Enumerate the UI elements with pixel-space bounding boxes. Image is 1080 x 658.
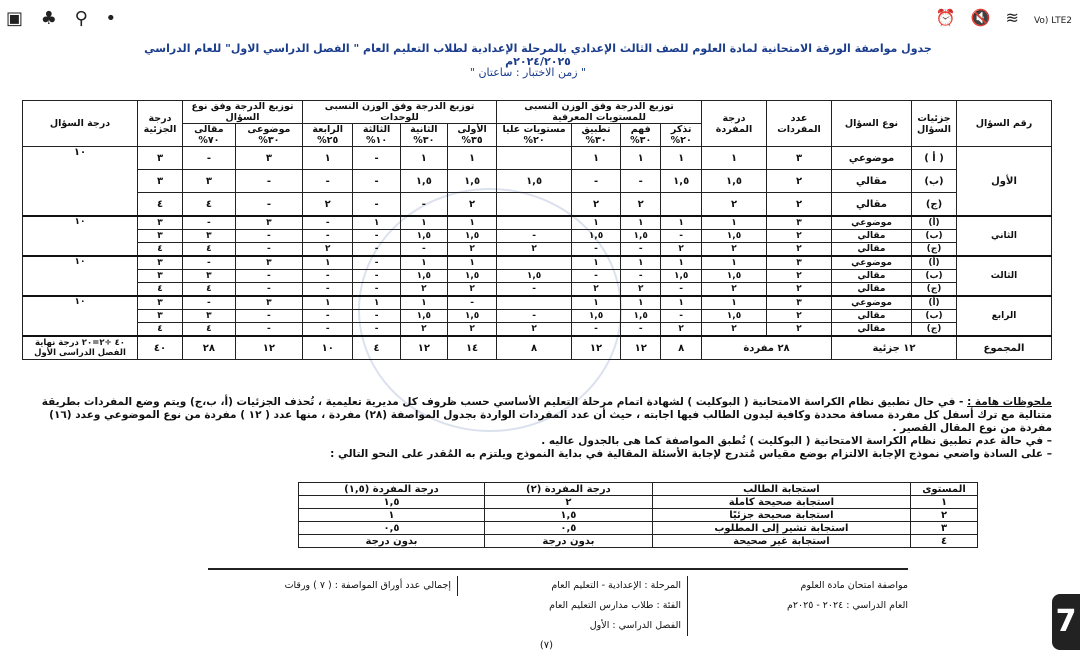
table-cell: ٢ xyxy=(302,243,352,257)
table-cell: - xyxy=(661,283,702,297)
table-cell: - xyxy=(661,230,702,243)
table-cell: ٢ xyxy=(400,323,447,337)
table-cell: ٤ xyxy=(183,323,236,337)
total-cell-u4: ١٠ xyxy=(302,336,352,360)
table-cell: ٢ xyxy=(497,323,572,337)
header-question-no: رقم السؤال xyxy=(957,101,1052,147)
table-cell: ١,٥ xyxy=(702,270,767,283)
table-cell: ١,٥ xyxy=(702,310,767,323)
table-cell: ١ xyxy=(353,296,400,310)
question-mark-cell: ١٠ xyxy=(23,256,138,296)
header-item-mark: درجة المفردة xyxy=(702,101,767,147)
bag-icon: ♣ xyxy=(40,8,57,29)
table-cell: ٣ xyxy=(138,170,183,193)
total-cell-u2: ١٢ xyxy=(400,336,447,360)
table-cell: - xyxy=(235,270,302,283)
table-cell: ٢ xyxy=(767,310,832,323)
rubric-cell: بدون درجة xyxy=(484,535,652,548)
rubric-cell: ٢ xyxy=(911,509,978,522)
table-cell: - xyxy=(183,256,236,270)
table-row xyxy=(23,230,1052,243)
table-cell: (ج) xyxy=(912,323,957,337)
footer-term: الفصل الدراسي : الأول xyxy=(589,620,681,631)
rubric-cell: ٣ xyxy=(911,522,978,535)
table-cell: - xyxy=(235,283,302,297)
table-row xyxy=(23,323,1052,337)
rubric-row xyxy=(299,522,978,535)
table-cell xyxy=(497,256,572,270)
table-cell: ١ xyxy=(572,256,621,270)
table-cell: مقالي xyxy=(832,193,912,217)
rubric-cell: ١ xyxy=(299,509,485,522)
rubric-cell: بدون درجة xyxy=(299,535,485,548)
table-cell: - xyxy=(400,243,447,257)
table-cell: مقالي xyxy=(832,310,912,323)
usb-icon: ⚲ xyxy=(74,8,88,29)
table-cell xyxy=(497,216,572,230)
total-cell-parts: ١٢ جزئية xyxy=(832,336,957,360)
footer-sheets: إجمالي عدد أوراق المواصفة : ( ٧ ) ورقات xyxy=(284,580,451,591)
table-cell: - xyxy=(302,216,352,230)
note-1: في حال تطبيق نظام الكراسة الامتحانية ( البوكليت ) لشهادة اتمام مرحلة التعليم الأساسي حسب ظروف كل مديرية تعليمية ، تُحذف الجزئيات (أ، ب،ج) ويتم وضع المفردات بطريقة متتالية مع ترك أسفل كل مفردة مسافة محددة وكافية ليدون الطالب فيها اجابته ، حيث أن عدد المفردات الواردة بجدول المواصفة (٢٨) مفردة ، منها عدد ( ١٢ ) مفردة من نوع الموضوعي وعدد (١٦) مفردة من نوع المقال القصير . xyxy=(41,396,1052,434)
table-cell: (ب) xyxy=(912,170,957,193)
table-cell: ٢ xyxy=(767,283,832,297)
image-icon: ▣ xyxy=(6,8,24,29)
table-cell: ١,٥ xyxy=(447,230,496,243)
table-cell: ٢ xyxy=(497,243,572,257)
table-cell: (ب) xyxy=(912,230,957,243)
rubric-row xyxy=(299,496,978,509)
table-cell: ٣ xyxy=(767,147,832,170)
note-3: على السادة واضعي نموذج الإجابة الالتزام بوضع مقياس مُتدرج لإجابة الأسئلة المقالية في بداية النموذج ويلتزم به المُقدر على النحو التالي : xyxy=(330,448,1044,460)
table-cell: ٢ xyxy=(702,243,767,257)
table-cell: ١,٥ xyxy=(572,230,621,243)
table-cell: ١ xyxy=(572,216,621,230)
footer-stage: المرحلة : الإعدادية - التعليم العام xyxy=(551,580,681,591)
rubric-header-response: استجابة الطالب xyxy=(652,483,910,496)
table-row xyxy=(23,147,1052,170)
table-cell: ١,٥ xyxy=(497,170,572,193)
table-cell: ٣ xyxy=(235,256,302,270)
table-cell: ١,٥ xyxy=(621,230,661,243)
rubric-row xyxy=(299,509,978,522)
table-cell: ١,٥ xyxy=(661,270,702,283)
status-left xyxy=(6,8,128,29)
rubric-header-level: المستوى xyxy=(911,483,978,496)
question-name-cell: الثاني xyxy=(957,216,1052,256)
table-cell: مقالي xyxy=(832,243,912,257)
table-cell: (أ) xyxy=(912,216,957,230)
question-mark-cell: ١٠ xyxy=(23,216,138,256)
table-row xyxy=(23,216,1052,230)
header-recall: تذكر ٢٠% xyxy=(661,124,702,147)
table-cell: (أ) xyxy=(912,296,957,310)
total-cell-final: ٤٠ ÷٢=٢٠ درجة نهاية الفصل الدراسى الأول xyxy=(23,336,138,360)
table-cell: ١,٥ xyxy=(497,270,572,283)
document-footer xyxy=(208,568,908,650)
table-cell: - xyxy=(661,310,702,323)
total-cell-c1: ٨ xyxy=(661,336,702,360)
table-cell: ٢ xyxy=(767,193,832,217)
table-cell: ٢ xyxy=(767,270,832,283)
table-cell: ١,٥ xyxy=(661,170,702,193)
table-cell: - xyxy=(572,170,621,193)
table-cell: - xyxy=(572,270,621,283)
table-cell: - xyxy=(302,283,352,297)
table-cell: - xyxy=(353,243,400,257)
total-cell-obj: ١٢ xyxy=(235,336,302,360)
table-cell: - xyxy=(302,310,352,323)
total-cell-label: المجموع xyxy=(957,336,1052,360)
table-row xyxy=(23,283,1052,297)
table-cell xyxy=(497,147,572,170)
table-cell: ٢ xyxy=(447,243,496,257)
wifi-icon: ≋ xyxy=(1005,8,1019,27)
table-cell: ٢ xyxy=(702,323,767,337)
table-cell: ٢ xyxy=(767,323,832,337)
table-cell: ٢ xyxy=(302,193,352,217)
table-cell: ١,٥ xyxy=(702,230,767,243)
table-cell: - xyxy=(353,310,400,323)
note-2: في حالة عدم تطبيق نظام الكراسة الامتحانية ( البوكليت ) تُطبق المواصفة كما هى بالجدول عاليه . xyxy=(541,435,1044,447)
network-label: Vo) LTE2 xyxy=(1033,16,1072,26)
header-unit3: الثالثة ١٠% xyxy=(353,124,400,147)
footer-col-sheets xyxy=(201,576,458,596)
table-cell: مقالي xyxy=(832,170,912,193)
table-cell: ١ xyxy=(661,147,702,170)
header-objective: موضوعى ٣٠% xyxy=(235,124,302,147)
table-cell: ٣ xyxy=(138,230,183,243)
table-cell xyxy=(497,193,572,217)
table-cell: ٣ xyxy=(138,270,183,283)
table-cell: ١ xyxy=(702,256,767,270)
rubric-cell: ٠,٥ xyxy=(299,522,485,535)
table-cell: ١ xyxy=(572,147,621,170)
table-cell: ٢ xyxy=(572,283,621,297)
table-cell: ١ xyxy=(400,256,447,270)
table-cell: - xyxy=(235,193,302,217)
table-cell: - xyxy=(235,310,302,323)
spec-document xyxy=(18,38,1058,658)
rubric-cell: ٤ xyxy=(911,535,978,548)
table-cell: (ب) xyxy=(912,310,957,323)
total-cell-items: ٢٨ مفردة xyxy=(702,336,832,360)
table-cell: ١ xyxy=(447,256,496,270)
question-name-cell: الثالث xyxy=(957,256,1052,296)
table-cell: ١ xyxy=(400,296,447,310)
rubric-cell: ١,٥ xyxy=(299,496,485,509)
document-title: جدول مواصفة الورقة الامتحانية لمادة العلوم للصف الثالث الإعدادي بالمرحلة الإعدادية لطلاب التعليم العام " الفصل الدراسي الاول" للعام الدراسي ٢٠٢٤/٢٠٢٥م xyxy=(144,42,932,68)
header-q-type: نوع السؤال xyxy=(832,101,912,147)
status-bar xyxy=(0,0,1080,38)
table-cell: ١,٥ xyxy=(400,230,447,243)
page-counter-badge: 7 xyxy=(1052,594,1080,650)
table-cell: ١,٥ xyxy=(400,170,447,193)
rubric-cell: ١ xyxy=(911,496,978,509)
table-cell: - xyxy=(183,296,236,310)
table-cell: مقالي xyxy=(832,283,912,297)
rubric-cell: ١,٥ xyxy=(484,509,652,522)
table-row xyxy=(23,243,1052,257)
table-cell: ١ xyxy=(702,296,767,310)
total-cell-c2: ١٢ xyxy=(621,336,661,360)
table-cell: - xyxy=(447,296,496,310)
header-parts: جزئيات السؤال xyxy=(912,101,957,147)
table-cell: مقالي xyxy=(832,230,912,243)
table-cell: ١ xyxy=(661,296,702,310)
table-cell: ٤ xyxy=(138,323,183,337)
table-row xyxy=(23,256,1052,270)
table-cell: - xyxy=(572,323,621,337)
table-cell: - xyxy=(235,323,302,337)
table-cell: موضوعي xyxy=(832,296,912,310)
table-cell: ٢ xyxy=(702,193,767,217)
header-unit4: الرابعة ٢٥% xyxy=(302,124,352,147)
table-cell: ٢ xyxy=(767,230,832,243)
header-cognitive-group: توزيع الدرجة وفق الوزن النسبى للمستويات المعرفية xyxy=(497,101,702,124)
table-cell: ١,٥ xyxy=(702,170,767,193)
dot-icon: • xyxy=(105,8,117,29)
table-cell: ١,٥ xyxy=(572,310,621,323)
table-cell: (ج) xyxy=(912,243,957,257)
table-cell: ٣ xyxy=(183,170,236,193)
total-cell-c4: ٨ xyxy=(497,336,572,360)
spec-table xyxy=(22,100,1052,360)
table-cell: ٣ xyxy=(138,310,183,323)
rubric-header-mark15: درجة المفردة (١,٥) xyxy=(299,483,485,496)
total-row xyxy=(23,336,1052,360)
table-cell: - xyxy=(353,170,400,193)
table-cell: - xyxy=(353,323,400,337)
rubric-cell: استجابة صحيحة كاملة xyxy=(652,496,910,509)
table-cell: ٢ xyxy=(767,243,832,257)
table-cell: - xyxy=(353,270,400,283)
table-cell: ١ xyxy=(702,216,767,230)
table-cell: موضوعي xyxy=(832,256,912,270)
table-cell: - xyxy=(572,243,621,257)
header-q-mark: درجة السؤال xyxy=(23,101,138,147)
table-cell: - xyxy=(302,323,352,337)
exam-duration: " زمن الاختبار : ساعتان " xyxy=(469,66,587,79)
total-cell-c3: ١٢ xyxy=(572,336,621,360)
header-essay: مقالى ٧٠% xyxy=(183,124,236,147)
header-part-mark: درجة الجزئية xyxy=(138,101,183,147)
table-cell: ١ xyxy=(353,216,400,230)
rubric-cell: استجابة صحيحة جزئيًا xyxy=(652,509,910,522)
table-cell: - xyxy=(353,230,400,243)
table-cell: ٢ xyxy=(621,193,661,217)
table-cell: ١ xyxy=(621,147,661,170)
table-cell: (ب) xyxy=(912,270,957,283)
table-cell: ٣ xyxy=(138,296,183,310)
table-cell: (ج) xyxy=(912,193,957,217)
table-cell: موضوعي xyxy=(832,147,912,170)
table-cell: موضوعي xyxy=(832,216,912,230)
rubric-cell: ٢ xyxy=(484,496,652,509)
table-cell: ١ xyxy=(302,147,352,170)
table-cell: ٤ xyxy=(138,283,183,297)
table-cell: - xyxy=(621,170,661,193)
footer-spec-title: مواصفة امتحان مادة العلوم xyxy=(800,580,908,591)
table-cell: ١ xyxy=(702,147,767,170)
table-cell: ١ xyxy=(447,147,496,170)
table-cell: ٣ xyxy=(138,256,183,270)
table-cell: ٤ xyxy=(138,193,183,217)
table-cell: ١,٥ xyxy=(447,170,496,193)
total-cell-u1: ١٤ xyxy=(447,336,496,360)
total-cell-ess: ٢٨ xyxy=(183,336,236,360)
table-cell: ١,٥ xyxy=(400,310,447,323)
question-mark-cell: ١٠ xyxy=(23,147,138,217)
header-apply: تطبيق ٣٠% xyxy=(572,124,621,147)
rubric-cell: ٠,٥ xyxy=(484,522,652,535)
table-cell: - xyxy=(353,256,400,270)
header-type-group: توزيع الدرجة وفق نوع السؤال xyxy=(183,101,303,124)
table-cell: ٢ xyxy=(621,283,661,297)
footer-category: الفئة : طلاب مدارس التعليم العام xyxy=(549,600,681,611)
table-cell: - xyxy=(400,193,447,217)
rubric-table xyxy=(298,482,978,548)
table-cell: ١,٥ xyxy=(400,270,447,283)
question-mark-cell: ١٠ xyxy=(23,296,138,336)
table-row xyxy=(23,296,1052,310)
rubric-cell: استجابة تشير إلى المطلوب xyxy=(652,522,910,535)
table-cell: (ج) xyxy=(912,283,957,297)
table-cell: ٣ xyxy=(235,216,302,230)
table-cell: ٣ xyxy=(183,270,236,283)
table-cell: ٤ xyxy=(183,243,236,257)
question-name-cell: الأول xyxy=(957,147,1052,217)
table-cell: ٣ xyxy=(235,147,302,170)
table-cell: ( أ ) xyxy=(912,147,957,170)
notes-section: ملحوظات هامة : - في حال تطبيق نظام الكراسة الامتحانية ( البوكليت ) لشهادة اتمام مرحلة التعليم الأساسي حسب ظروف كل مديرية تعليمية ، تُحذف الجزئيات (أ، ب،ج) ويتم وضع المفردات بطريقة متتالية مع ترك أسفل كل مفردة مسافة محددة وكافية ليدون الطالب فيها اجابته ، حيث أن عدد المفردات الواردة بجدول المواصفة (٢٨) مفردة ، منها عدد ( ١٢ ) مفردة من نوع الموضوعي وعدد (١٦) مفردة من نوع المقال القصير . – في حالة عدم تطبيق نظام الكراسة الامتحانية ( البوكليت ) تُطبق المواصفة كما هى بالجدول عاليه . – على السادة واضعي نموذج الإجابة الالتزام بوضع مقياس مُتدرج لإجابة الأسئلة المقالية في بداية النموذج ويلتزم به المُقدر على النحو التالي : xyxy=(41,396,1052,460)
table-row xyxy=(23,270,1052,283)
table-cell: ١ xyxy=(400,216,447,230)
table-cell: ٣ xyxy=(235,296,302,310)
table-cell: ٢ xyxy=(661,323,702,337)
table-cell: ١ xyxy=(661,216,702,230)
table-cell: ٢ xyxy=(447,323,496,337)
header-unit1: الأولى ٣٥% xyxy=(447,124,496,147)
spec-table-body xyxy=(23,147,1052,360)
footer-year: العام الدراسي : ٢٠٢٤ - ٢٠٢٥م xyxy=(787,600,908,611)
table-cell: - xyxy=(353,147,400,170)
table-cell: - xyxy=(353,193,400,217)
mute-icon: 🔇 xyxy=(970,8,991,27)
table-cell: - xyxy=(621,323,661,337)
table-cell: ١ xyxy=(302,296,352,310)
header-unit2: الثانية ٣٠% xyxy=(400,124,447,147)
table-cell: ٢ xyxy=(702,283,767,297)
table-cell: - xyxy=(302,270,352,283)
table-cell: (أ) xyxy=(912,256,957,270)
table-cell: ٢ xyxy=(661,243,702,257)
table-row xyxy=(23,310,1052,323)
header-units-group: توزيع الدرجة وفق الوزن النسبى للوحدات xyxy=(302,101,496,124)
table-cell: - xyxy=(621,243,661,257)
table-cell: ١ xyxy=(302,256,352,270)
table-cell: ٣ xyxy=(767,256,832,270)
notes-heading: ملحوظات هامة : xyxy=(967,396,1052,408)
table-cell: ٢ xyxy=(572,193,621,217)
footer-col-subject xyxy=(708,576,908,616)
header-understand: فهم ٣٠% xyxy=(621,124,661,147)
table-cell: - xyxy=(621,270,661,283)
table-cell xyxy=(497,296,572,310)
table-cell: ٢ xyxy=(400,283,447,297)
table-row xyxy=(23,193,1052,217)
table-cell: ٣ xyxy=(767,216,832,230)
table-cell: ١ xyxy=(661,256,702,270)
table-cell: مقالي xyxy=(832,270,912,283)
table-cell: - xyxy=(497,310,572,323)
table-cell xyxy=(661,193,702,217)
table-cell: - xyxy=(497,283,572,297)
table-cell: ١,٥ xyxy=(621,310,661,323)
table-cell: ١ xyxy=(572,296,621,310)
table-cell: - xyxy=(302,230,352,243)
table-cell: مقالي xyxy=(832,323,912,337)
header-higher: مستويات عليا ٢٠% xyxy=(497,124,572,147)
total-cell-pm: ٤٠ xyxy=(138,336,183,360)
table-cell: - xyxy=(235,170,302,193)
table-cell: ٤ xyxy=(183,283,236,297)
table-cell: ١ xyxy=(621,216,661,230)
table-cell: ٣ xyxy=(767,296,832,310)
table-cell: - xyxy=(183,147,236,170)
table-cell: ١ xyxy=(400,147,447,170)
total-cell-u3: ٤ xyxy=(353,336,400,360)
table-cell: ١ xyxy=(621,296,661,310)
table-cell: ٢ xyxy=(447,193,496,217)
table-cell: ٣ xyxy=(183,310,236,323)
table-cell: ٣ xyxy=(183,230,236,243)
table-cell: ٢ xyxy=(447,283,496,297)
table-cell: ٣ xyxy=(138,147,183,170)
rubric-cell: استجابة غير صحيحة xyxy=(652,535,910,548)
page-number: (٧) xyxy=(539,640,553,651)
table-cell: ٤ xyxy=(183,193,236,217)
rubric-row xyxy=(299,535,978,548)
table-cell: ٣ xyxy=(138,216,183,230)
table-cell: ١,٥ xyxy=(447,310,496,323)
table-cell: ٢ xyxy=(767,170,832,193)
table-cell: - xyxy=(353,283,400,297)
question-name-cell: الرابع xyxy=(957,296,1052,336)
table-row xyxy=(23,170,1052,193)
status-right xyxy=(925,8,1072,27)
header-count: عدد المفردات xyxy=(767,101,832,147)
table-cell: ١ xyxy=(621,256,661,270)
table-cell: ١ xyxy=(447,216,496,230)
rubric-header-mark2: درجة المفردة (٢) xyxy=(484,483,652,496)
table-cell: - xyxy=(183,216,236,230)
table-cell: - xyxy=(235,243,302,257)
alarm-icon: ⏰ xyxy=(935,8,956,27)
table-cell: - xyxy=(235,230,302,243)
table-cell: ١,٥ xyxy=(447,270,496,283)
table-cell: ٤ xyxy=(138,243,183,257)
footer-col-stage xyxy=(461,576,688,636)
table-cell: - xyxy=(302,170,352,193)
table-cell: - xyxy=(497,230,572,243)
